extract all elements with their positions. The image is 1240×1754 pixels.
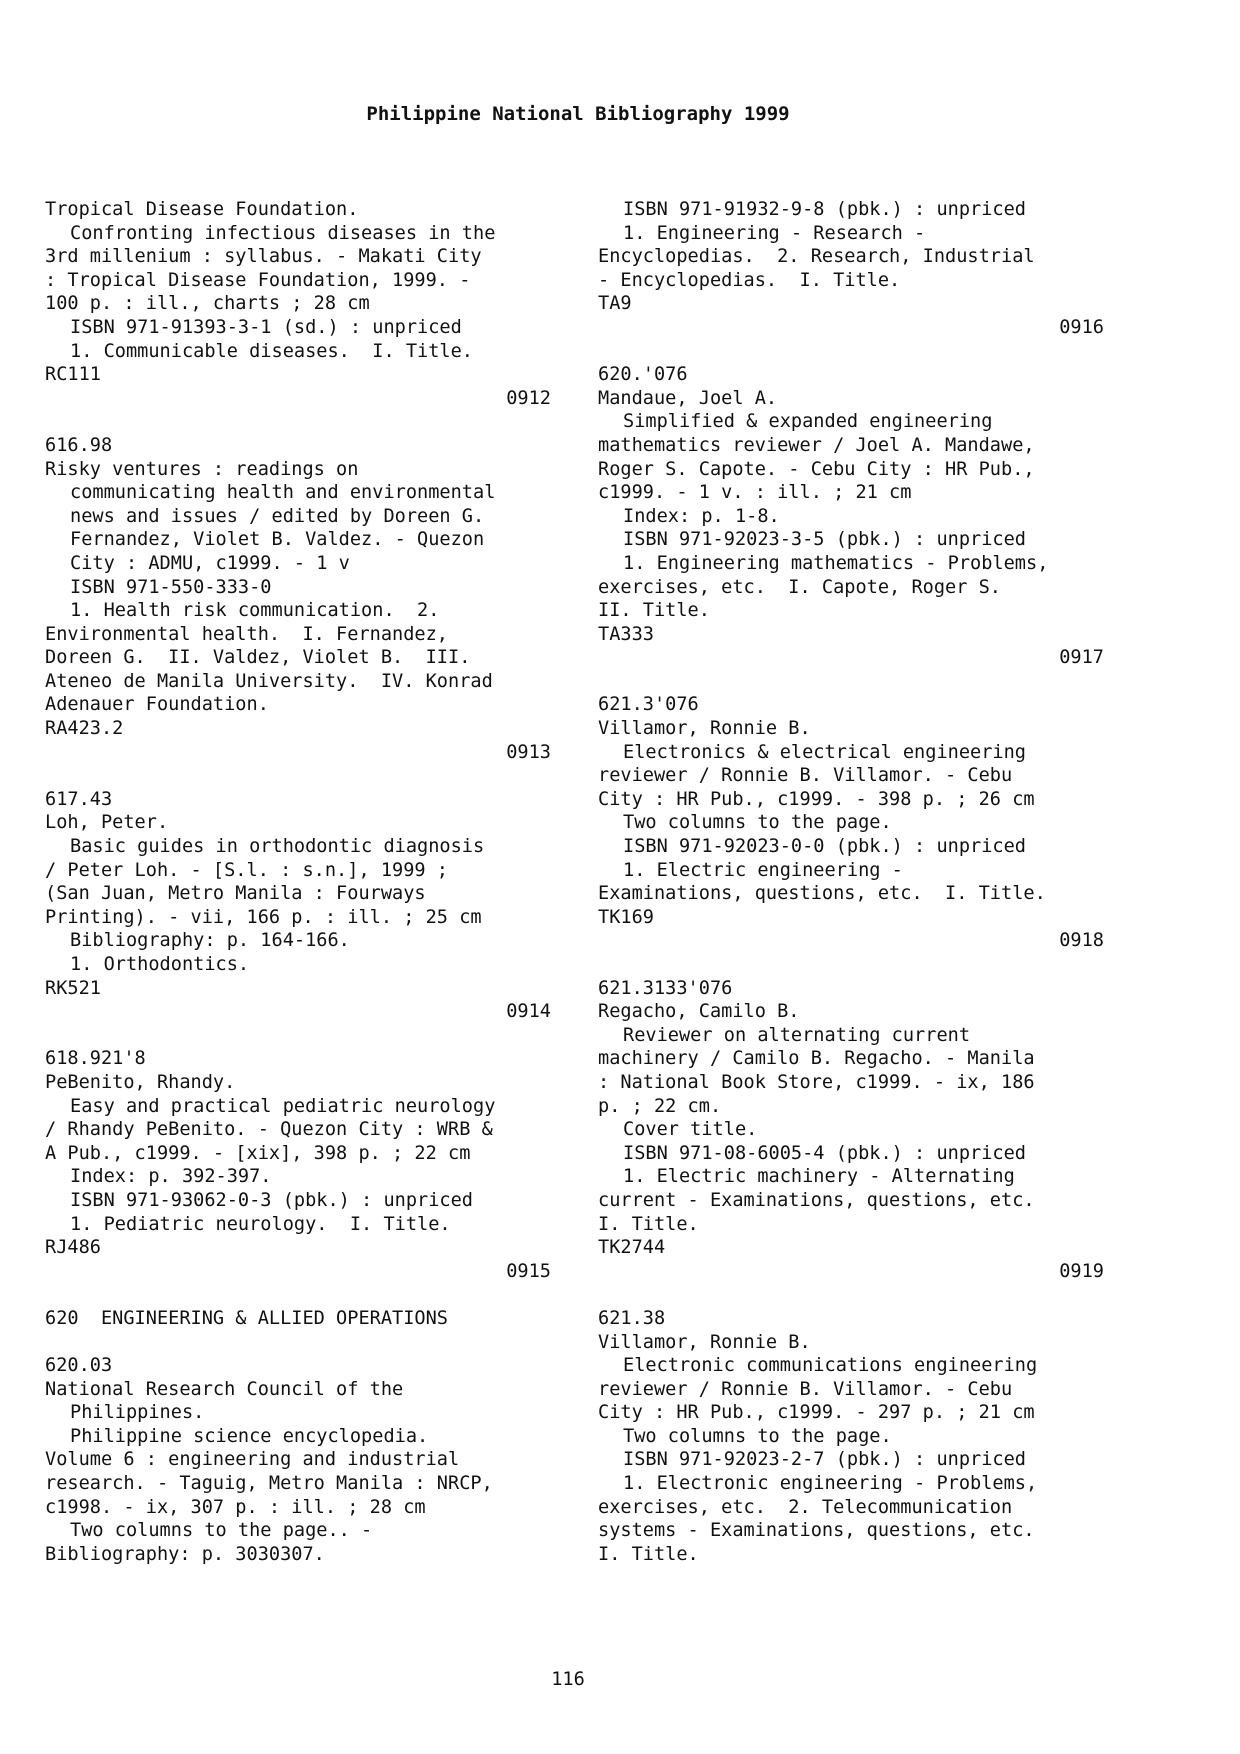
entry-line: systems - Examinations, questions, etc.	[598, 1520, 1035, 1542]
entry-spacer	[598, 953, 1104, 977]
entry-line: Risky ventures : readings on	[45, 458, 359, 480]
entry-line: Fernandez, Violet B. Valdez. - Quezon	[70, 529, 485, 551]
entry-line: reviewer / Ronnie B. Villamor. - Cebu	[598, 765, 1013, 787]
bibliography-entry	[45, 1307, 551, 1331]
entry-line: TK2744	[598, 1237, 666, 1259]
entry-line: 617.43	[45, 788, 113, 810]
entry-line: RC111	[45, 364, 101, 386]
entry-line: Printing). - vii, 166 p. : ill. ; 25 cm	[45, 906, 482, 928]
entry-line: communicating health and environmental	[70, 482, 496, 504]
entry-line: exercises, etc. I. Capote, Roger S.	[598, 576, 1001, 598]
entry-line: ISBN 971-08-6005-4 (pbk.) : unpriced	[623, 1142, 1026, 1164]
entry-line: Tropical Disease Foundation.	[45, 199, 359, 220]
entry-line: PeBenito, Rhandy.	[45, 1071, 236, 1093]
bibliography-entry	[598, 977, 1104, 1284]
bibliography-entry	[45, 788, 551, 1024]
entry-line: 100 p. : ill., charts ; 28 cm	[45, 293, 370, 315]
entry-line: c1998. - ix, 307 p. : ill. ; 28 cm	[45, 1496, 426, 1518]
entry-number: 0918	[1059, 930, 1104, 952]
entry-line: Electronic communications engineering	[623, 1355, 1038, 1377]
entry-line: reviewer / Ronnie B. Villamor. - Cebu	[598, 1378, 1013, 1400]
entry-number: 0916	[1059, 316, 1104, 338]
entry-line: current - Examinations, questions, etc.	[598, 1189, 1035, 1211]
entry-number: 0915	[506, 1260, 551, 1282]
entry-line: RA423.2	[45, 718, 124, 740]
entry-line: RK521	[45, 977, 101, 999]
entry-line: Bibliography: p. 3030307.	[45, 1543, 325, 1565]
entry-line: Bibliography: p. 164-166.	[70, 930, 350, 952]
entry-line: TA333	[598, 623, 654, 645]
entry-line: Villamor, Ronnie B.	[598, 718, 811, 740]
entry-line: 1. Orthodontics.	[70, 954, 250, 975]
entry-line: I. Title.	[598, 1543, 699, 1565]
bibliography-entry	[598, 198, 1104, 340]
entry-line: Two columns to the page.	[623, 1425, 892, 1447]
entry-line: ISBN 971-91393-3-1 (sd.) : unpriced	[70, 316, 462, 338]
entry-line: Philippines.	[70, 1402, 205, 1424]
entry-spacer	[45, 1283, 551, 1307]
entry-line: 1. Pediatric neurology. I. Title.	[70, 1213, 451, 1235]
entry-line: Environmental health. I. Fernandez,	[45, 623, 448, 645]
entry-line: Roger S. Capote. - Cebu City : HR Pub.,	[598, 458, 1035, 480]
entry-line: / Peter Loh. - [S.l. : s.n.], 1999 ;	[45, 859, 448, 881]
entry-line: Loh, Peter.	[45, 812, 169, 834]
left-column	[45, 198, 551, 1566]
entry-line: machinery / Camilo B. Regacho. - Manila	[598, 1048, 1035, 1070]
entry-line: RJ486	[45, 1237, 101, 1259]
entry-spacer	[45, 764, 551, 788]
entry-line: Philippine science encyclopedia.	[70, 1425, 429, 1447]
entry-line: 621.3133'076	[598, 977, 733, 999]
bibliography-entry	[598, 363, 1104, 670]
entry-line: exercises, etc. 2. Telecommunication	[598, 1496, 1013, 1518]
entry-line: Ateneo de Manila University. IV. Konrad	[45, 670, 493, 692]
entry-line: 616.98	[45, 434, 113, 456]
entry-line: Index: p. 392-397.	[70, 1166, 272, 1188]
entry-line: - Encyclopedias. I. Title.	[598, 269, 901, 291]
entry-spacer	[598, 670, 1104, 694]
entry-line: (San Juan, Metro Manila : Fourways	[45, 883, 426, 905]
entry-line: p. ; 22 cm.	[598, 1095, 722, 1117]
entry-line: ISBN 971-92023-3-5 (pbk.) : unpriced	[623, 529, 1026, 551]
entry-line: 1. Health risk communication. 2.	[70, 600, 440, 622]
entry-line: A Pub., c1999. - [xix], 398 p. ; 22 cm	[45, 1142, 471, 1164]
entry-line: ISBN 971-91932-9-8 (pbk.) : unpriced	[623, 199, 1026, 220]
entry-line: Examinations, questions, etc. I. Title.	[598, 883, 1046, 905]
entry-spacer	[598, 340, 1104, 364]
entry-line: / Rhandy PeBenito. - Quezon City : WRB &	[45, 1119, 493, 1141]
entry-line: Villamor, Ronnie B.	[598, 1331, 811, 1353]
entry-line: Regacho, Camilo B.	[598, 1001, 800, 1023]
entry-line: 621.3'076	[598, 694, 699, 716]
entry-number: 0913	[506, 741, 551, 763]
entry-line: news and issues / edited by Doreen G.	[70, 505, 485, 527]
entry-line: 1. Electric machinery - Alternating	[623, 1166, 1015, 1188]
page-number: 116	[551, 1669, 585, 1690]
entry-line: National Research Council of the	[45, 1378, 404, 1400]
bibliography-entry	[598, 1307, 1104, 1567]
bibliography-entry	[45, 198, 551, 410]
entry-line: : Tropical Disease Foundation, 1999. -	[45, 269, 471, 291]
entry-line: Two columns to the page.	[623, 812, 892, 834]
entry-spacer	[45, 1331, 551, 1355]
entry-line: Mandaue, Joel A.	[598, 387, 778, 409]
entry-line: 620.'076	[598, 364, 688, 386]
entry-line: Basic guides in orthodontic diagnosis	[70, 836, 485, 858]
entry-line: Doreen G. II. Valdez, Violet B. III.	[45, 647, 471, 669]
entry-line: research. - Taguig, Metro Manila : NRCP,	[45, 1473, 493, 1495]
right-column	[598, 198, 1104, 1566]
entry-line: Cover title.	[623, 1119, 758, 1141]
entry-line: ISBN 971-93062-0-3 (pbk.) : unpriced	[70, 1189, 473, 1211]
entry-number: 0917	[1059, 647, 1104, 669]
entry-line: City : HR Pub., c1999. - 398 p. ; 26 cm	[598, 788, 1035, 810]
entry-line: ISBN 971-92023-2-7 (pbk.) : unpriced	[623, 1449, 1026, 1471]
entry-line: ISBN 971-92023-0-0 (pbk.) : unpriced	[623, 836, 1026, 858]
entry-line: Reviewer on alternating current	[623, 1024, 971, 1046]
entry-line: 1. Electric engineering -	[623, 859, 903, 881]
entry-line: Index: p. 1-8.	[623, 505, 780, 527]
entry-line: Simplified & expanded engineering	[623, 411, 993, 433]
entry-spacer	[598, 1283, 1104, 1307]
entry-line: TK169	[598, 906, 654, 928]
entry-line: 1. Electronic engineering - Problems,	[623, 1473, 1038, 1495]
entry-line: c1999. - 1 v. : ill. ; 21 cm	[598, 482, 912, 504]
entry-line: Easy and practical pediatric neurology	[70, 1095, 496, 1117]
entry-line: Electronics & electrical engineering	[623, 741, 1026, 763]
bibliography-entry	[45, 1047, 551, 1283]
entry-line: 1. Engineering - Research -	[623, 222, 926, 244]
bibliography-entry	[45, 434, 551, 764]
entry-line: Adenauer Foundation.	[45, 694, 269, 716]
entry-line: City : HR Pub., c1999. - 297 p. ; 21 cm	[598, 1402, 1035, 1424]
entry-line: Two columns to the page.. -	[70, 1520, 373, 1542]
entry-line: 620 ENGINEERING & ALLIED OPERATIONS	[45, 1307, 448, 1329]
entry-line: Encyclopedias. 2. Research, Industrial	[598, 246, 1035, 268]
entry-line: 618.921'8	[45, 1048, 146, 1070]
entry-number: 0912	[506, 387, 551, 409]
page-title: Philippine National Bibliography 1999	[366, 103, 790, 125]
entry-line: mathematics reviewer / Joel A. Mandawe,	[598, 434, 1035, 456]
entry-line: 3rd millenium : syllabus. - Makati City	[45, 246, 482, 268]
entry-number: 0914	[506, 1001, 551, 1023]
entry-spacer	[45, 410, 551, 434]
bibliography-entry	[45, 1354, 551, 1566]
entry-line: TA9	[598, 293, 632, 315]
entry-line: I. Title.	[598, 1213, 699, 1235]
entry-line: City : ADMU, c1999. - 1 v	[70, 552, 350, 574]
entry-line: Confronting infectious diseases in the	[70, 222, 496, 244]
entry-line: 1. Engineering mathematics - Problems,	[623, 552, 1049, 574]
entry-line: Volume 6 : engineering and industrial	[45, 1449, 460, 1471]
bibliography-entry	[598, 693, 1104, 953]
entry-line: 1. Communicable diseases. I. Title.	[70, 340, 473, 362]
entry-line: : National Book Store, c1999. - ix, 186	[598, 1071, 1035, 1093]
entry-line: 620.03	[45, 1355, 113, 1377]
entry-line: II. Title.	[598, 600, 710, 622]
entry-spacer	[45, 1024, 551, 1048]
entry-line: ISBN 971-550-333-0	[70, 576, 272, 598]
entry-number: 0919	[1059, 1260, 1104, 1282]
entry-line: 621.38	[598, 1307, 666, 1329]
